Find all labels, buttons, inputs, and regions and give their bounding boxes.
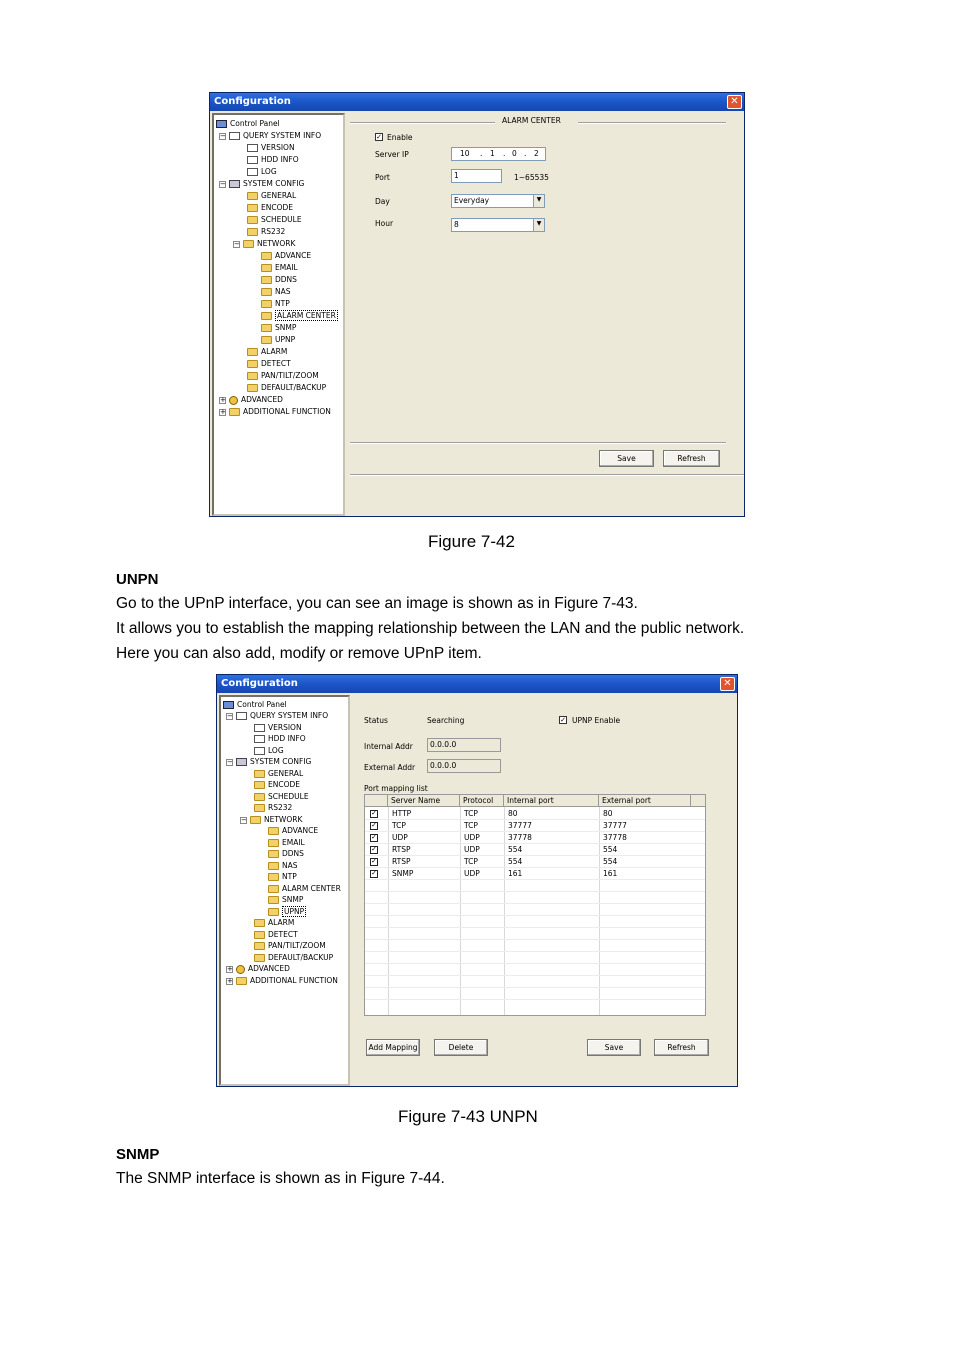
folder-icon (247, 384, 258, 392)
external-addr-label: External Addr (364, 763, 416, 772)
folder-icon (261, 252, 272, 260)
folder-icon (247, 360, 258, 368)
day-value: Everyday (454, 196, 490, 205)
cell-internal-port: 37777 (508, 821, 532, 830)
ip-dot: . (480, 149, 483, 158)
column-header-server-name[interactable]: Server Name (388, 795, 460, 807)
tree-item-control-panel[interactable]: Control Panel (223, 699, 287, 710)
grid-line (599, 807, 600, 1015)
folder-icon (247, 204, 258, 212)
folder-icon (247, 192, 258, 200)
status-value: Searching (427, 716, 465, 725)
grid-line (365, 879, 705, 880)
tree-item-general[interactable]: GENERAL (254, 768, 303, 779)
grid-line (388, 807, 389, 1015)
tree-item-version[interactable]: VERSION (254, 722, 302, 733)
close-icon[interactable]: ✕ (720, 677, 735, 691)
control-panel-tree (212, 113, 345, 516)
cell-protocol: UDP (464, 869, 480, 878)
row-checkbox[interactable]: ✓ (371, 870, 377, 877)
grid-line (365, 987, 705, 988)
port-mapping-table (364, 794, 706, 1016)
tree-item-default-backup[interactable]: DEFAULT/BACKUP (254, 952, 333, 963)
folder-icon (268, 827, 279, 835)
folder-icon (229, 408, 240, 416)
ip-octet-1[interactable]: 10 (460, 149, 470, 158)
grid-line (365, 903, 705, 904)
cell-internal-port: 80 (508, 809, 518, 818)
computer-icon (223, 701, 234, 709)
figure-caption-7-42: Figure 7-42 (428, 532, 515, 551)
document-icon (254, 735, 265, 743)
gear-icon (229, 396, 238, 405)
port-mapping-list-label: Port mapping list (364, 784, 428, 793)
folder-icon (254, 931, 265, 939)
folder-icon (261, 276, 272, 284)
tree-item-advanced[interactable]: + ADVANCED (220, 395, 283, 404)
port-label: Port (375, 173, 390, 182)
cell-external-port: 161 (603, 869, 618, 878)
folder-icon (247, 228, 258, 236)
paragraph-line-2: It allows you to establish the mapping relationship between the LAN and the public network. (116, 620, 745, 637)
grid-line (365, 975, 705, 976)
folder-icon (268, 896, 279, 904)
section-title: ALARM CENTER (502, 116, 561, 125)
tree-item-rs232[interactable]: RS232 (254, 802, 292, 813)
ip-dot: . (503, 149, 506, 158)
tree-item-control-panel[interactable]: Control Panel (216, 118, 280, 129)
upnp-enable-checkbox[interactable]: ✓ (560, 716, 566, 724)
cell-protocol: TCP (464, 821, 478, 830)
grid-line (365, 915, 705, 916)
expand-icon[interactable]: + (227, 964, 233, 973)
cell-server-name: RTSP (392, 857, 411, 866)
folder-icon (261, 288, 272, 296)
tree-item-upnp[interactable]: UPNP (261, 334, 295, 345)
tree-item-snmp[interactable]: SNMP (261, 322, 296, 333)
grid-line (365, 891, 705, 892)
folder-icon (247, 372, 258, 380)
cell-protocol: UDP (464, 845, 480, 854)
tree-item-hdd-info[interactable]: HDD INFO (254, 733, 306, 744)
folder-icon (268, 873, 279, 881)
tree-item-log[interactable]: LOG (254, 745, 284, 756)
cell-server-name: HTTP (392, 809, 412, 818)
column-header-filler (691, 795, 706, 807)
folder-icon (261, 264, 272, 272)
folder-icon (254, 919, 265, 927)
ip-octet-4[interactable]: 2 (534, 149, 539, 158)
tools-icon (236, 758, 247, 766)
document-icon (229, 132, 240, 140)
figure-caption-7-43: Figure 7-43 UNPN (398, 1107, 538, 1126)
folder-icon (268, 862, 279, 870)
bottom-rule-bottom (350, 474, 744, 476)
folder-icon (254, 770, 265, 778)
grid-line (460, 807, 461, 1015)
column-header-protocol[interactable]: Protocol (460, 795, 504, 807)
window-title: Configuration (210, 93, 744, 111)
tree-item-encode[interactable]: ENCODE (247, 202, 293, 213)
tree-item-query-system-info[interactable]: − QUERY SYSTEM INFO (227, 711, 329, 720)
tree-item-default-backup[interactable]: DEFAULT/BACKUP (247, 382, 326, 393)
tree-item-encode[interactable]: ENCODE (254, 779, 300, 790)
tree-item-alarm[interactable]: ALARM (254, 917, 294, 928)
column-header-external-port[interactable]: External port (599, 795, 691, 807)
grid-line (365, 939, 705, 940)
open-folder-icon (261, 312, 272, 320)
tree-item-detect[interactable]: DETECT (254, 929, 298, 940)
folder-icon (254, 793, 265, 801)
cell-external-port: 554 (603, 857, 618, 866)
tree-item-advance[interactable]: ADVANCE (261, 250, 311, 261)
tree-item-advanced[interactable]: + ADVANCED (227, 964, 290, 973)
folder-icon (243, 240, 254, 248)
grid-line (365, 999, 705, 1000)
cell-server-name: UDP (392, 833, 408, 842)
folder-icon (254, 804, 265, 812)
row-checkbox[interactable]: ✓ (371, 810, 377, 817)
cell-protocol: TCP (464, 857, 478, 866)
tree-item-additional-function[interactable]: + ADDITIONAL FUNCTION (220, 407, 331, 416)
tree-item-email[interactable]: EMAIL (268, 837, 305, 848)
ip-octet-3[interactable]: 0 (512, 149, 517, 158)
section-rule-left (350, 122, 495, 124)
tree-item-log[interactable]: LOG (247, 166, 277, 177)
collapse-icon[interactable]: − (234, 239, 240, 248)
save-button[interactable]: Save (599, 450, 654, 467)
folder-icon (254, 954, 265, 962)
cell-external-port: 80 (603, 809, 613, 818)
cell-server-name: SNMP (392, 869, 414, 878)
document-icon (247, 168, 258, 176)
tree-item-hdd-info[interactable]: HDD INFO (247, 154, 299, 165)
tree-item-schedule[interactable]: SCHEDULE (254, 791, 309, 802)
chevron-down-icon[interactable]: ▼ (533, 219, 544, 231)
tree-item-upnp[interactable]: UPNP (268, 906, 306, 917)
row-checkbox[interactable]: ✓ (371, 858, 377, 865)
tree-item-ddns[interactable]: DDNS (261, 274, 297, 285)
grid-line (365, 855, 705, 856)
cell-external-port: 37777 (603, 821, 627, 830)
tree-item-ntp[interactable]: NTP (261, 298, 290, 309)
grid-line (365, 867, 705, 868)
grid-line (365, 831, 705, 832)
paragraph-line-1: Go to the UPnP interface, you can see an image is shown as in Figure 7-43. (116, 595, 638, 612)
day-label: Day (375, 197, 390, 206)
ip-dot: . (524, 149, 527, 158)
cell-external-port: 37778 (603, 833, 627, 842)
port-range: 1~65535 (514, 173, 549, 182)
tree-item-nas[interactable]: NAS (268, 860, 298, 871)
grid-line (365, 819, 705, 820)
expand-icon[interactable]: + (220, 407, 226, 416)
folder-icon (247, 348, 258, 356)
collapse-icon[interactable]: − (241, 815, 247, 824)
tree-item-general[interactable]: GENERAL (247, 190, 296, 201)
cell-external-port: 554 (603, 845, 618, 854)
document-icon (236, 712, 247, 720)
section-rule-right (578, 122, 726, 124)
collapse-icon[interactable]: − (220, 179, 226, 188)
tree-item-network[interactable]: − NETWORK (241, 815, 303, 824)
tree-item-detect[interactable]: DETECT (247, 358, 291, 369)
cell-internal-port: 37778 (508, 833, 532, 842)
port-input[interactable]: 1 (451, 169, 502, 183)
tree-item-system-config[interactable]: − SYSTEM CONFIG (227, 757, 312, 766)
tree-item-alarm-center[interactable]: ALARM CENTER (268, 883, 341, 894)
tree-item-rs232[interactable]: RS232 (247, 226, 285, 237)
collapse-icon[interactable]: − (227, 711, 233, 720)
folder-icon (268, 850, 279, 858)
grid-line (365, 963, 705, 964)
column-header-check (365, 795, 388, 807)
add-mapping-button[interactable]: Add Mapping (366, 1039, 420, 1056)
enable-checkbox[interactable]: ✓ (376, 133, 382, 141)
internal-addr-label: Internal Addr (364, 742, 413, 751)
tree-item-pan-tilt-zoom[interactable]: PAN/TILT/ZOOM (254, 940, 326, 951)
tree-item-snmp[interactable]: SNMP (268, 894, 303, 905)
expand-icon[interactable]: + (227, 976, 233, 985)
enable-label: Enable (387, 133, 413, 142)
cell-internal-port: 554 (508, 845, 523, 854)
tree-item-query-system-info[interactable]: − QUERY SYSTEM INFO (220, 131, 322, 140)
cell-internal-port: 554 (508, 857, 523, 866)
tree-item-ddns[interactable]: DDNS (268, 848, 304, 859)
row-checkbox[interactable]: ✓ (371, 822, 377, 829)
save-button[interactable]: Save (587, 1039, 641, 1056)
server-ip-field[interactable] (451, 147, 546, 161)
tools-icon (229, 180, 240, 188)
tree-item-advance[interactable]: ADVANCE (268, 825, 318, 836)
folder-icon (254, 781, 265, 789)
expand-icon[interactable]: + (220, 395, 226, 404)
document-icon (254, 747, 265, 755)
folder-icon (268, 885, 279, 893)
cell-protocol: UDP (464, 833, 480, 842)
document-icon (247, 144, 258, 152)
day-select[interactable] (451, 194, 545, 208)
cell-server-name: TCP (392, 821, 406, 830)
cell-server-name: RTSP (392, 845, 411, 854)
config-window-upnp (216, 674, 738, 1087)
hour-select[interactable] (451, 218, 545, 232)
close-icon[interactable]: ✕ (727, 95, 742, 109)
grid-line (365, 927, 705, 928)
grid-line (365, 951, 705, 952)
tree-item-additional-function[interactable]: + ADDITIONAL FUNCTION (227, 976, 338, 985)
internal-addr-field: 0.0.0.0 (427, 738, 501, 752)
collapse-icon[interactable]: − (220, 131, 226, 140)
folder-icon (250, 816, 261, 824)
grid-line (504, 807, 505, 1015)
hour-value: 8 (454, 220, 459, 229)
refresh-button[interactable]: Refresh (654, 1039, 709, 1056)
upnp-enable-label: UPNP Enable (572, 716, 621, 725)
folder-icon (261, 324, 272, 332)
open-folder-icon (268, 908, 279, 916)
folder-icon (261, 336, 272, 344)
document-icon (254, 724, 265, 732)
tree-item-email[interactable]: EMAIL (261, 262, 298, 273)
folder-icon (236, 977, 247, 985)
tree-item-version[interactable]: VERSION (247, 142, 295, 153)
tree-item-schedule[interactable]: SCHEDULE (247, 214, 302, 225)
paragraph-line-4: The SNMP interface is shown as in Figure 7-44. (116, 1170, 445, 1187)
window-title: Configuration (217, 675, 737, 693)
folder-icon (254, 942, 265, 950)
section-heading-snmp: SNMP (116, 1146, 160, 1163)
tree-item-alarm-center[interactable]: ALARM CENTER (261, 310, 338, 321)
row-checkbox[interactable]: ✓ (371, 834, 377, 841)
refresh-button[interactable]: Refresh (663, 450, 720, 467)
folder-icon (268, 839, 279, 847)
folder-icon (247, 216, 258, 224)
computer-icon (216, 120, 227, 128)
chevron-down-icon[interactable]: ▼ (533, 195, 544, 207)
section-heading-unpn: UNPN (116, 571, 159, 588)
grid-line (365, 843, 705, 844)
server-ip-label: Server IP (375, 150, 409, 159)
column-header-internal-port[interactable]: Internal port (504, 795, 599, 807)
row-checkbox[interactable]: ✓ (371, 846, 377, 853)
tree-item-ntp[interactable]: NTP (268, 871, 297, 882)
tree-item-pan-tilt-zoom[interactable]: PAN/TILT/ZOOM (247, 370, 319, 381)
paragraph-line-3: Here you can also add, modify or remove UPnP item. (116, 645, 482, 662)
tree-item-network[interactable]: − NETWORK (234, 239, 296, 248)
cell-protocol: TCP (464, 809, 478, 818)
delete-button[interactable]: Delete (434, 1039, 488, 1056)
config-window-alarm-center (209, 92, 745, 517)
external-addr-field: 0.0.0.0 (427, 759, 501, 773)
tree-item-system-config[interactable]: − SYSTEM CONFIG (220, 179, 305, 188)
gear-icon (236, 965, 245, 974)
folder-icon (261, 300, 272, 308)
tree-item-alarm[interactable]: ALARM (247, 346, 287, 357)
document-icon (247, 156, 258, 164)
status-label: Status (364, 716, 388, 725)
hour-label: Hour (375, 219, 394, 228)
collapse-icon[interactable]: − (227, 757, 233, 766)
control-panel-tree (219, 695, 350, 1086)
bottom-rule-top (350, 442, 726, 444)
tree-item-nas[interactable]: NAS (261, 286, 291, 297)
ip-octet-2[interactable]: 1 (490, 149, 495, 158)
cell-internal-port: 161 (508, 869, 523, 878)
